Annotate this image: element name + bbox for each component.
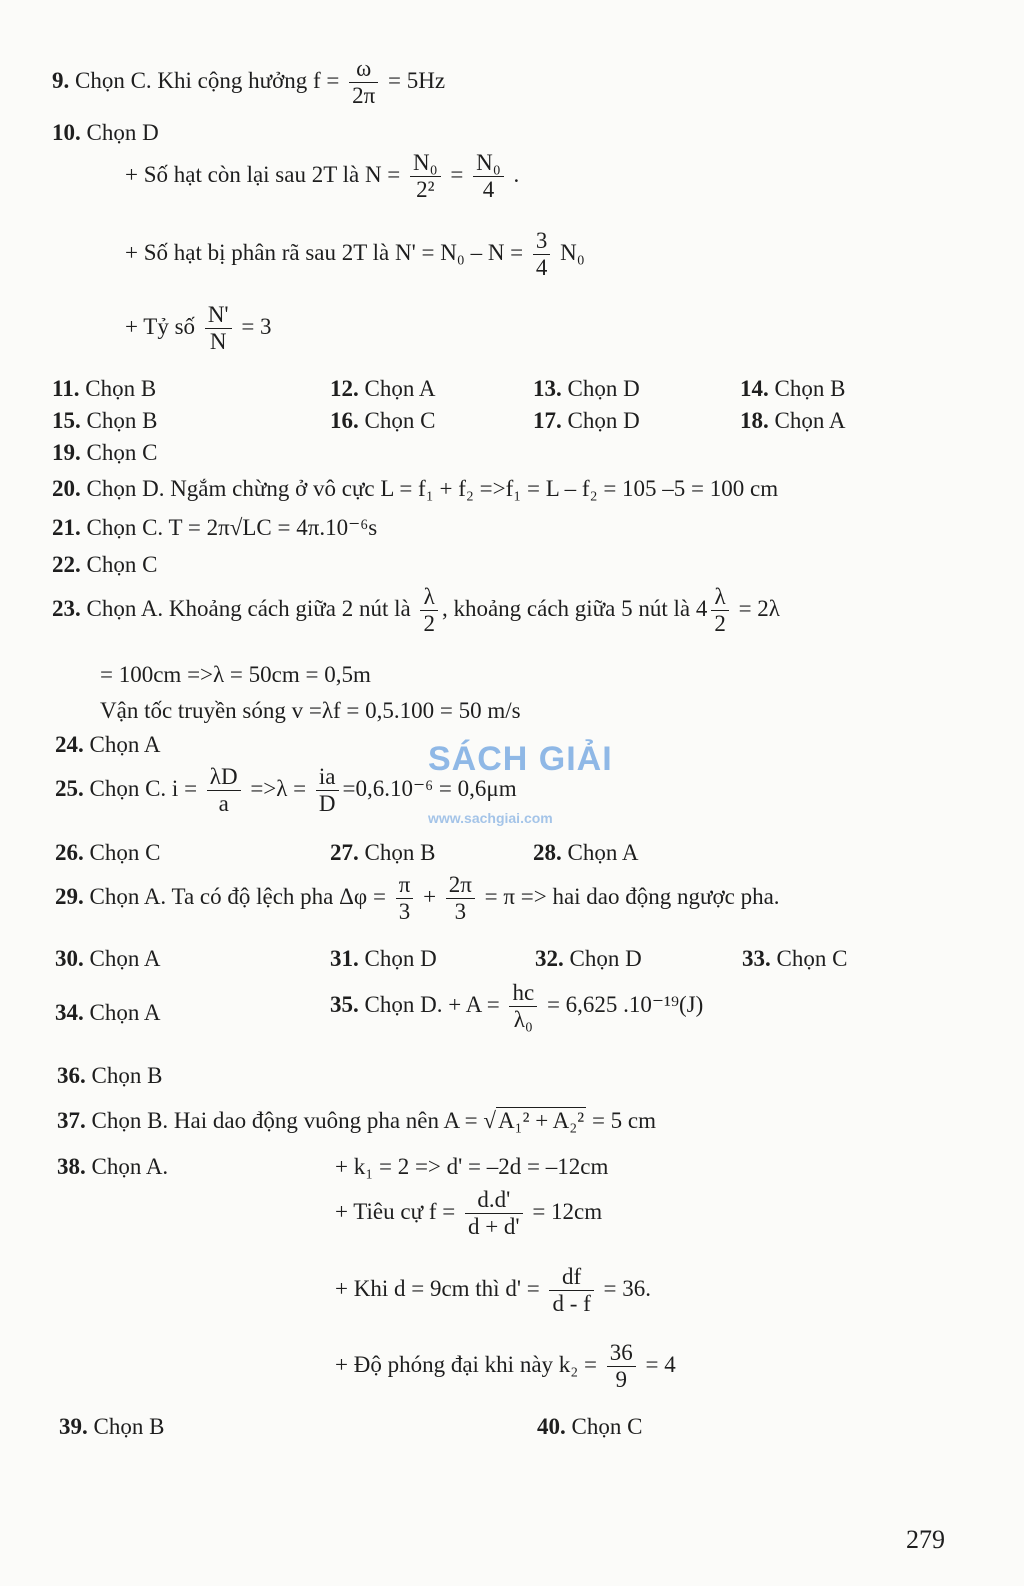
answer-text: Chọn B [91, 1063, 163, 1088]
answer-tail: = 4 [645, 1352, 676, 1378]
fraction-denominator: 3 [454, 899, 467, 925]
fraction-denominator: a [218, 791, 229, 817]
fraction-denominator: 4 [535, 255, 548, 281]
answer-text: Chọn C. i = [89, 776, 198, 802]
answer-number: 23. [52, 596, 81, 622]
answer-16 [330, 408, 435, 434]
answer-tail: = π => hai dao động ngược pha. [484, 884, 780, 910]
fraction-numerator: 36 [607, 1340, 636, 1367]
answer-text: Chọn C [89, 840, 161, 865]
answer-37: 37. Chọn B. Hai dao động vuông pha nên A = √A₁² + A₂² = 5 cm [57, 1108, 657, 1133]
answer-9 [52, 56, 445, 110]
fraction [446, 872, 475, 926]
answer-text: Chọn A. [91, 1154, 169, 1179]
fraction [396, 872, 414, 926]
answer-23 [52, 584, 780, 638]
fraction-denominator: 2π [352, 83, 376, 109]
fraction-denominator: d + d' [467, 1214, 520, 1240]
fraction [420, 584, 438, 638]
answer-number: 40. [537, 1414, 566, 1439]
answer-36 [57, 1063, 162, 1089]
answer-30 [55, 946, 160, 972]
answer-text: + Tỷ số [125, 314, 196, 340]
answer-tail: N₀ [560, 240, 585, 266]
answer-text: Chọn C [776, 946, 848, 971]
fraction-numerator: π [396, 872, 414, 899]
answer-17 [533, 408, 640, 434]
answer-number: 38. [57, 1154, 86, 1179]
fraction [410, 150, 441, 204]
answer-text: Chọn A [89, 946, 161, 971]
answer-text: Chọn C [364, 408, 436, 433]
fraction-numerator: ia [316, 764, 339, 791]
fraction [549, 1264, 593, 1318]
answer-number: 32. [535, 946, 564, 971]
answer-number: 36. [57, 1063, 86, 1088]
answer-text: Chọn B [85, 376, 157, 401]
fraction-numerator: ω [349, 56, 378, 83]
answer-28 [533, 840, 638, 866]
answer-text: Chọn D [567, 376, 640, 401]
answer-39 [59, 1414, 164, 1440]
fraction-numerator: N₀ [473, 150, 504, 177]
answer-number: 27. [330, 840, 359, 865]
fraction [205, 302, 232, 356]
fraction-denominator: 2² [416, 177, 435, 203]
fraction-numerator: N₀ [410, 150, 441, 177]
fraction [207, 764, 241, 818]
answer-27 [330, 840, 435, 866]
answer-text: + k₁ = 2 => d' = –2d = –12cm [335, 1154, 609, 1179]
answer-tail: =0,6.10⁻⁶ = 0,6μm [342, 776, 517, 802]
answer-10-line-2 [125, 228, 585, 282]
answer-14 [740, 376, 845, 402]
fraction [316, 764, 339, 818]
fraction [465, 1187, 523, 1241]
answer-text: Chọn A [774, 408, 846, 433]
answer-26 [55, 840, 160, 866]
answer-tail: . [513, 162, 520, 188]
answer-text: + Khi d = 9cm thì d' = [335, 1276, 540, 1302]
answer-tail: = 5 cm [591, 1108, 657, 1133]
answer-text: + Độ phóng đại khi này k₂ = [335, 1352, 598, 1378]
answer-32 [535, 946, 642, 972]
answer-21 [52, 515, 377, 541]
fraction-numerator: λ [711, 584, 729, 611]
answer-text-middle: =>λ = [250, 776, 307, 802]
fraction-numerator: λ [420, 584, 438, 611]
fraction [473, 150, 504, 204]
answer-38-line-4 [335, 1340, 676, 1394]
answer-text: + Tiêu cự f = [335, 1199, 456, 1225]
answer-13 [533, 376, 640, 402]
fraction [711, 584, 729, 638]
answer-number: 18. [740, 408, 769, 433]
answer-text: Chọn D [86, 120, 159, 145]
answer-tail: = 2λ [738, 596, 780, 622]
answer-number: 28. [533, 840, 562, 865]
answer-number: 20. [52, 476, 81, 501]
answer-number: 25. [55, 776, 84, 802]
watermark [428, 740, 618, 830]
fraction-numerator: 3 [533, 228, 551, 255]
answer-35 [330, 980, 703, 1034]
answer-23-line-3 [100, 698, 521, 724]
fraction-numerator: 2π [446, 872, 475, 899]
answer-38-line-2 [335, 1187, 602, 1241]
fraction-numerator: d.d' [465, 1187, 523, 1214]
answer-number: 15. [52, 408, 81, 433]
answer-text: Vận tốc truyền sóng v =λf = 0,5.100 = 50 m/s [100, 698, 521, 723]
page-number: 279 [906, 1525, 945, 1554]
answer-38-line-1 [335, 1154, 608, 1180]
answer-33 [742, 946, 847, 972]
answer-10-line-3 [125, 302, 272, 356]
answer-38 [57, 1154, 168, 1180]
answer-number: 11. [52, 376, 80, 401]
answer-tail: = 3 [241, 314, 272, 340]
answer-number: 29. [55, 884, 84, 910]
fraction-denominator: 2 [423, 611, 435, 637]
answer-number: 13. [533, 376, 562, 401]
fraction-denominator: 4 [482, 177, 495, 203]
answer-number: 34. [55, 1000, 84, 1025]
fraction [533, 228, 551, 282]
answer-number: 10. [52, 120, 81, 145]
answer-40 [537, 1414, 642, 1440]
fraction [349, 56, 378, 110]
answer-text: Chọn C [86, 440, 158, 465]
answer-text: Chọn B [364, 840, 436, 865]
answer-number: 22. [52, 552, 81, 577]
answer-tail: = 36. [603, 1276, 651, 1302]
answer-text: Chọn D [567, 408, 640, 433]
answer-number: 21. [52, 515, 81, 540]
fraction [607, 1340, 636, 1394]
fraction-denominator: λ₀ [513, 1007, 533, 1033]
answer-31 [330, 946, 437, 972]
answer-text: + Số hạt còn lại sau 2T là N = [125, 162, 401, 188]
answer-10 [52, 120, 159, 146]
answer-tail: = 5Hz [388, 68, 446, 94]
answer-text: Chọn D [364, 946, 437, 971]
answer-24 [55, 732, 160, 758]
answer-text: Chọn D. + A = [364, 992, 500, 1018]
answer-text: + Số hạt bị phân rã sau 2T là N' = N₀ – N = [125, 240, 524, 266]
answer-11 [52, 376, 156, 402]
equals-sign: = [450, 162, 464, 188]
answer-number: 17. [533, 408, 562, 433]
answer-number: 37. [57, 1108, 86, 1133]
answer-text-middle: , khoảng cách giữa 5 nút là 4 [441, 596, 708, 622]
answer-number: 35. [330, 992, 359, 1018]
answer-text: Chọn C [86, 552, 158, 577]
answer-text: Chọn A [567, 840, 639, 865]
fraction-denominator: N [209, 329, 227, 355]
answer-number: 24. [55, 732, 84, 757]
fraction-denominator: 3 [398, 899, 411, 925]
fraction-numerator: df [549, 1264, 593, 1291]
answer-number: 31. [330, 946, 359, 971]
answer-text: Chọn C. T = 2π√LC = 4π.10⁻⁶s [86, 515, 378, 540]
answer-12 [330, 376, 435, 402]
fraction-numerator: hc [509, 980, 537, 1007]
answer-number: 9. [52, 68, 70, 94]
answer-text: Chọn C [571, 1414, 643, 1439]
answer-tail: = 12cm [532, 1199, 603, 1225]
answer-22 [52, 552, 157, 578]
answer-text: Chọn A. Ta có độ lệch pha Δφ = [89, 884, 386, 910]
answer-15 [52, 408, 157, 434]
answer-text: Chọn A [364, 376, 436, 401]
answer-number: 39. [59, 1414, 88, 1439]
answer-text: Chọn B. Hai dao động vuông pha nên A = [91, 1108, 478, 1133]
answer-19 [52, 440, 157, 466]
answer-text: Chọn B [93, 1414, 165, 1439]
answer-number: 26. [55, 840, 84, 865]
answer-number: 19. [52, 440, 81, 465]
watermark-logo: SÁCH GIẢI [428, 740, 613, 778]
fraction-numerator: λD [207, 764, 241, 791]
answer-20 [52, 476, 778, 502]
answer-number: 33. [742, 946, 771, 971]
answer-text: Chọn A. Khoảng cách giữa 2 nút là [86, 596, 411, 622]
fraction-denominator: D [318, 791, 336, 817]
square-root-expression: A₁² + A₂² [497, 1108, 585, 1133]
fraction-numerator: N' [205, 302, 232, 329]
fraction-denominator: 9 [615, 1367, 628, 1393]
answer-text: Chọn B [774, 376, 846, 401]
answer-text-middle: + [423, 884, 437, 910]
answer-number: 16. [330, 408, 359, 433]
answer-text: Chọn A [89, 1000, 161, 1025]
answer-10-line-1 [125, 150, 519, 204]
answer-38-line-3 [335, 1264, 651, 1318]
answer-text: Chọn B [86, 408, 158, 433]
answer-text: Chọn A [89, 732, 161, 757]
answer-text: Chọn C. Khi cộng hưởng f = [75, 68, 340, 94]
answer-34 [55, 1000, 160, 1026]
answer-text: Chọn D [569, 946, 642, 971]
answer-number: 30. [55, 946, 84, 971]
fraction-denominator: d - f [552, 1291, 591, 1317]
answer-tail: = 6,625 .10⁻¹⁹(J) [546, 992, 704, 1018]
answer-text: = 100cm =>λ = 50cm = 0,5m [100, 662, 371, 687]
answer-18 [740, 408, 845, 434]
answer-number: 14. [740, 376, 769, 401]
fraction-denominator: 2 [714, 611, 726, 637]
answer-23-line-2 [100, 662, 371, 688]
answer-29 [55, 872, 780, 926]
watermark-url: www.sachgiai.com [428, 810, 553, 826]
fraction [509, 980, 537, 1034]
answer-number: 12. [330, 376, 359, 401]
answer-text: Chọn D. Ngắm chừng ở vô cực L = f₁ + f₂ =>f₁ = L – f₂ = 105 –5 = 100 cm [86, 476, 779, 501]
